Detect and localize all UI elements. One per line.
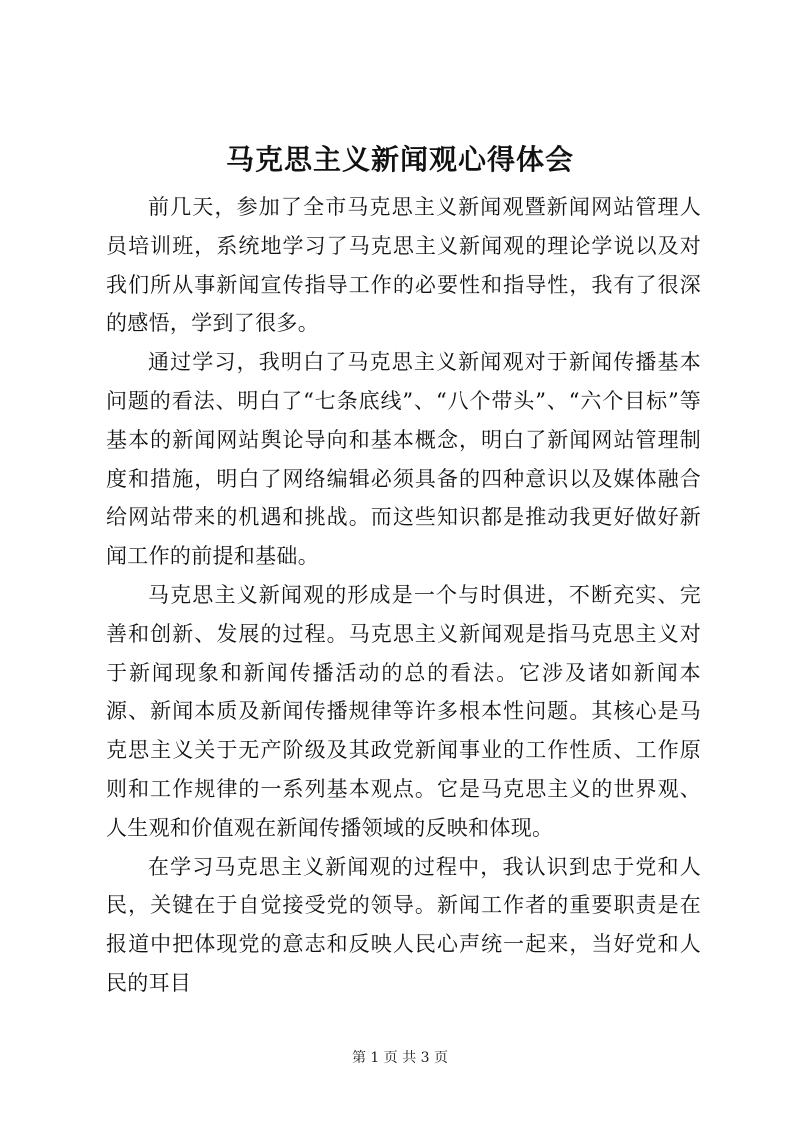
paragraph-2: 通过学习，我明白了马克思主义新闻观对于新闻传播基本问题的看法、明白了“七条底线”、“八个带头”、“六个目标”等基本的新闻网站舆论导向和基本概念，明白了新闻网站管理制度和措施，明白了网络编辑必须具备的四种意识以及媒体融合给网站带来的机遇和挑战。而这些知识都是推动我更好做好新闻工作的前提和基础。 [106,350,701,569]
document-body [106,188,701,1003]
page-number-footer: 第 1 页 共 3 页 [351,1050,449,1066]
paragraph-3: 马克思主义新闻观的形成是一个与时俱进，不断充实、完善和创新、发展的过程。马克思主义新闻观是指马克思主义对于新闻现象和新闻传播活动的总的看法。它涉及诸如新闻本源、新闻本质及新闻传播规律等许多根本性问题。其核心是马克思主义关于无产阶级及其政党新闻事业的工作性质、工作原则和工作规律的一系列基本观点。它是马克思主义的世界观、人生观和价值观在新闻传播领域的反映和体现。 [106,582,701,840]
paragraph-1: 前几天，参加了全市马克思主义新闻观暨新闻网站管理人员培训班，系统地学习了马克思主义新闻观的理论学说以及对我们所从事新闻宣传指导工作的必要性和指导性，我有了很深的感悟，学到了很多。 [106,195,701,336]
document-title: 马克思主义新闻观心得体会 [225,143,574,176]
paragraph-4: 在学习马克思主义新闻观的过程中，我认识到忠于党和人民，关键在于自觉接受党的领导。新闻工作者的重要职责是在报道中把体现党的意志和反映人民心声统一起来，当好党和人民的耳目 [106,854,701,995]
